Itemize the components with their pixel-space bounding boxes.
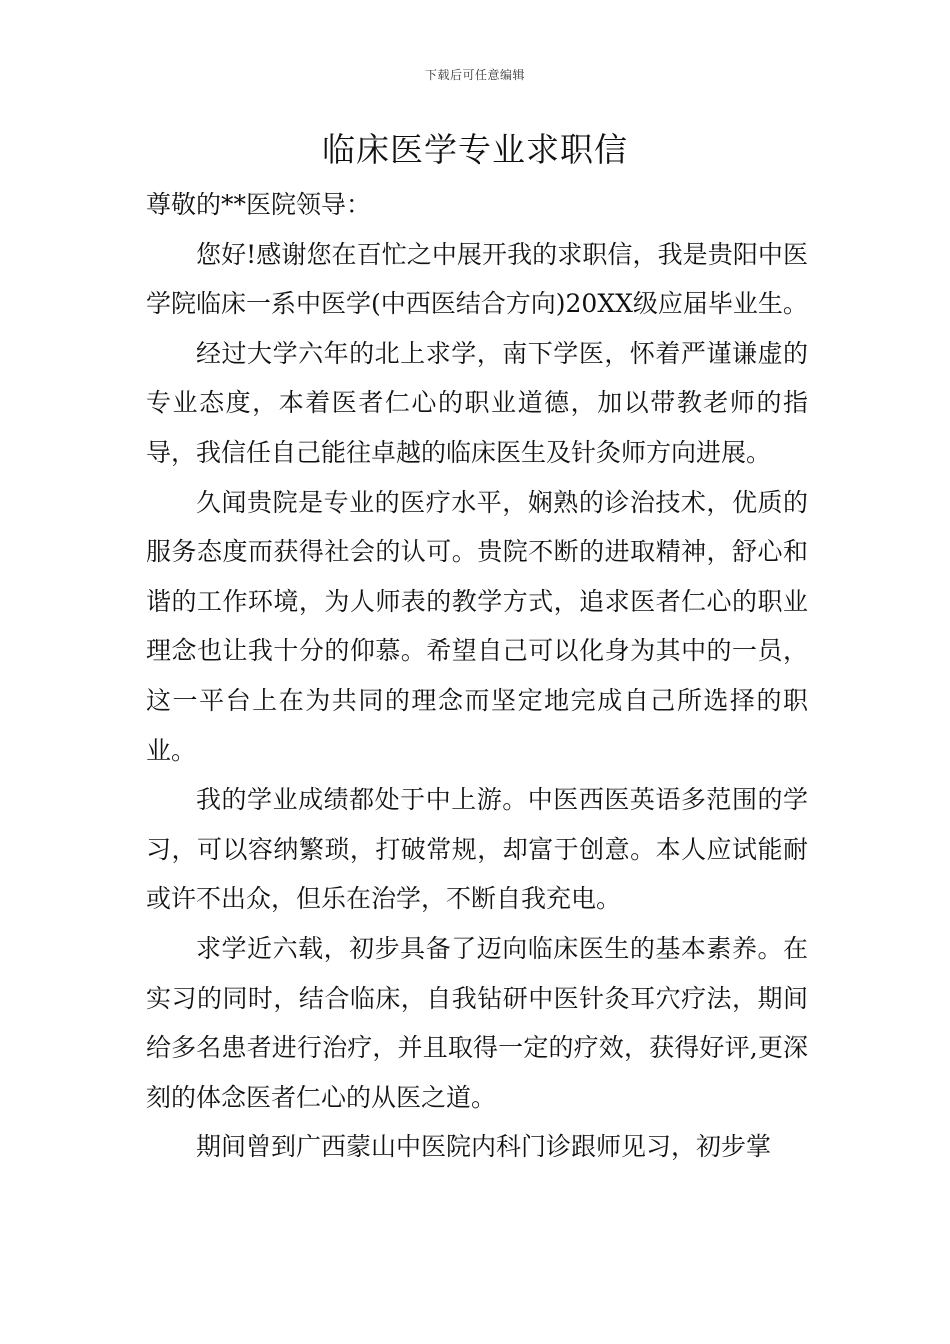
paragraph-hospital-admiration: 久闻贵院是专业的医疗水平，娴熟的诊治技术，优质的服务态度而获得社会的认可。贵院不断的进取精神，舒心和谐的工作环境，为人师表的教学方式，追求医者仁心的职业理念也让我十分的仰慕。希望自己可以化身为其中的一员，这一平台上在为共同的理念而坚定地完成自己所选择的职业。: [146, 487, 808, 765]
paragraph-clinical-practice: 求学近六载，初步具备了迈向临床医生的基本素养。在实习的同时，结合临床，自我钻研中医针灸耳穴疗法，期间给多名患者进行治疗，并且取得一定的疗效，获得好评,更深刻的体念医者仁心的从医之道。: [146, 933, 808, 1112]
paragraph-study-experience: 经过大学六年的北上求学，南下学医，怀着严谨谦虚的专业态度，本着医者仁心的职业道德，加以带教老师的指导，我信任自己能往卓越的临床医生及针灸师方向进展。: [146, 338, 808, 467]
salutation: 尊敬的**医院领导：: [146, 190, 372, 219]
document-title: 临床医学专业求职信: [322, 130, 628, 169]
paragraph-greeting: 您好!感谢您在百忙之中展开我的求职信，我是贵阳中医学院临床一系中医学(中西医结合方向)20XX级应届毕业生。: [146, 239, 808, 319]
paragraph-internship: 期间曾到广西蒙山中医院内科门诊跟师见习，初步掌: [196, 1132, 772, 1162]
letter-body: [146, 180, 808, 1172]
paragraph-academic-record: 我的学业成绩都处于中上游。中医西医英语多范围的学习，可以容纳繁琐，打破常规，却富于创意。本人应试能耐或许不出众，但乐在治学，不断自我充电。: [146, 785, 808, 914]
header-note: 下载后可任意编辑: [424, 68, 525, 82]
